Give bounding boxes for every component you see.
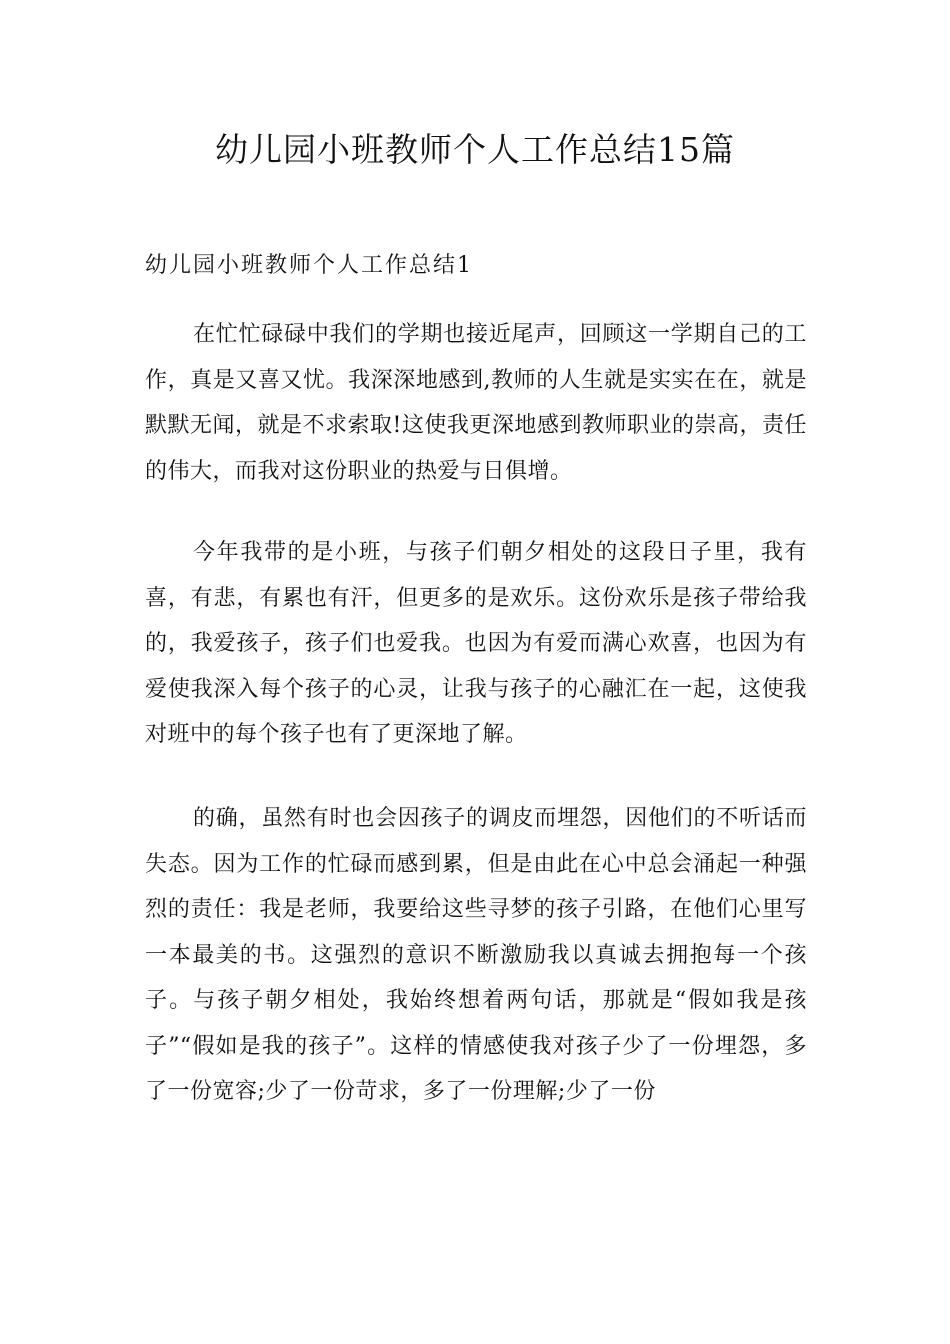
body-paragraph-2: 今年我带的是小班，与孩子们朝夕相处的这段日子里，我有喜，有悲，有累也有汗，但更多的是欢乐。这份欢乐是孩子带给我的，我爱孩子，孩子们也爱我。也因为有爱而满心欢喜，也因为有爱使我深入每个孩子的心灵，让我与孩子的心融汇在一起，这使我对班中的每个孩子也有了更深地了解。 <box>145 540 807 747</box>
body-paragraph-3: 的确，虽然有时也会因孩子的调皮而埋怨，因他们的不听话而失态。因为工作的忙碌而感到累，但是由此在心中总会涌起一种强烈的责任：我是老师，我要给这些寻梦的孩子引路，在他们心里写一本最美的书。这强烈的意识不断激励我以真诚去拥抱每一个孩子。与孩子朝夕相处，我始终想着两句话，那就是“假如我是孩子”“假如是我的孩子”。这样的情感使我对孩子少了一份埋怨，多了一份宽容;少了一份苛求，多了一份理解;少了一份 <box>145 806 807 1104</box>
document-title: 幼儿园小班教师个人工作总结15篇 <box>215 130 735 169</box>
body-paragraph-1: 在忙忙碌碌中我们的学期也接近尾声，回顾这一学期自己的工作，真是又喜又忧。我深深地感到,教师的人生就是实实在在，就是默默无闻，就是不求索取!这使我更深地感到教师职业的崇高，责任的伟大，而我对这份职业的热爱与日俱增。 <box>145 322 807 484</box>
section-heading: 幼儿园小班教师个人工作总结1 <box>145 253 473 278</box>
